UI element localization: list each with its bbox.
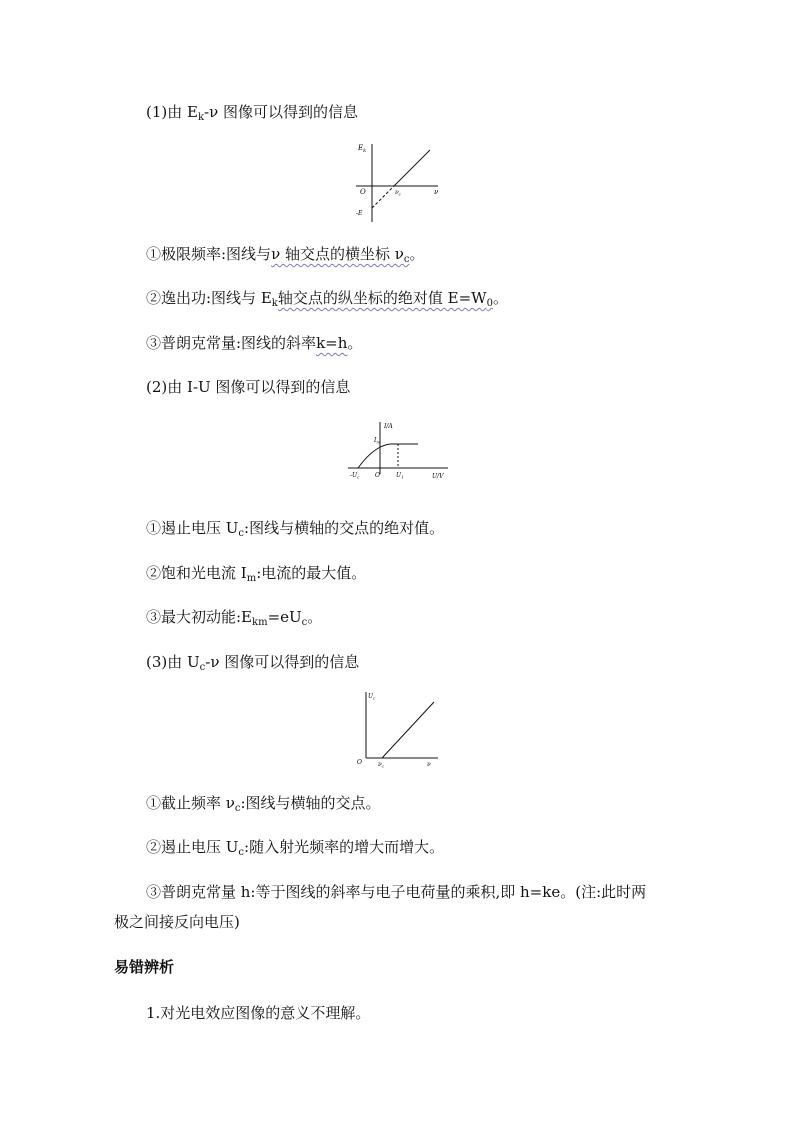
mistake-heading: 易错辨析 (114, 958, 175, 976)
s1-item1: ①极限频率:图线与ν 轴交点的横坐标 $\nu_c$。 (146, 245, 425, 265)
s1-item3: ③普朗克常量:图线的斜率k=h。 (146, 334, 363, 352)
origin-label: O (357, 759, 362, 766)
s3-item3-line1: ③普朗克常量 h:等于图线的斜率与电子电荷量的乘积,即 h=ke。(注:此时两 (146, 883, 647, 901)
i-axis-label: I/A (384, 423, 393, 430)
u1-label: $U_1$ (396, 472, 404, 480)
u-axis-label: U/V (432, 473, 444, 480)
origin-label: O (375, 472, 380, 479)
im-label: $I_m$ (374, 437, 381, 445)
s2-item3: ③最大初动能$:E_{km}=eU_c$。 (146, 608, 323, 628)
neg-uc-label: $-U_c$ (350, 472, 360, 480)
nu-axis-label: ν (434, 188, 439, 196)
s3-item3-line2: 极之间接反向电压) (114, 913, 240, 931)
uc-axis-label: $U_c$ (368, 693, 376, 701)
s3-item2: ②遏止电压 $U_c$:随入射光频率的增大而增大。 (146, 838, 445, 858)
s2-item1: ①遏止电压 $U_c$:图线与横轴的交点的绝对值。 (146, 519, 445, 539)
section3-title: (3)由 $U_c-\nu$ 图像可以得到的信息 (146, 653, 360, 673)
mistake-item-1: 1.对光电效应图像的意义不理解。 (146, 1004, 371, 1022)
section2-title: (2)由 I-U 图像可以得到的信息 (146, 378, 351, 396)
nu-c-label: $\nu_c$ (395, 189, 401, 197)
ek-v-graph (350, 138, 450, 222)
s2-item2: ②饱和光电流 $I_m$:电流的最大值。 (146, 564, 367, 584)
nu-c-label: $\nu_c$ (378, 761, 384, 769)
origin-label: O (360, 188, 366, 196)
uc-v-graph (354, 688, 444, 772)
ek-axis-label: $E_k$ (358, 144, 367, 154)
neg-e-label: -E (356, 210, 363, 217)
section1-title: (1)由 $E_k-\nu$ 图像可以得到的信息 (146, 103, 358, 123)
nu-axis-label: ν (427, 761, 431, 768)
s3-item1: ①截止频率 $\nu_c$:图线与横轴的交点。 (146, 794, 381, 814)
s1-item2: ②逸出功:图线与 $E_k$轴交点的纵坐标的绝对值 $E=W_0$。 (146, 289, 508, 309)
i-u-graph (344, 418, 454, 484)
